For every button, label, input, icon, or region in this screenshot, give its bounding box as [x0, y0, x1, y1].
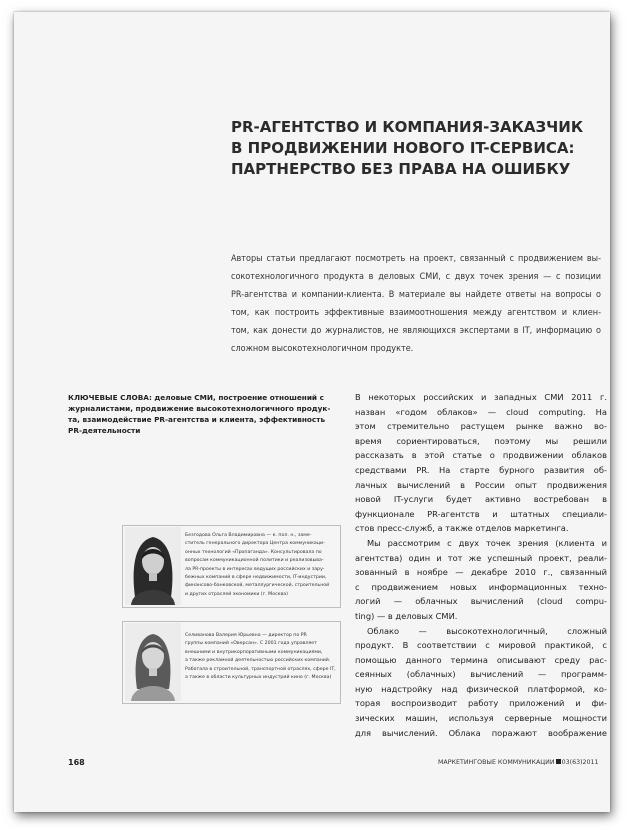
body-line: Мы рассмотрим с двух точек зрения (клиента и	[367, 537, 607, 548]
lead-line: том, как построить эффективные взаимоотношения между агентством и клиен-	[231, 308, 601, 318]
bio-line: бежных компаний в сфере недвижимости, IT-индустрии,	[185, 575, 327, 581]
magazine-page	[14, 12, 610, 812]
lead-line: Авторы статьи предлагают посмотреть на проект, связанный с продвижением вы-	[231, 254, 601, 264]
body-line: назван «годом облаков» — cloud computing. На	[355, 406, 607, 417]
body-line: рассказать в этой статье о продвижении облаков	[355, 450, 607, 461]
keywords-line: журналистами, продвижение высокотехнологичного продук-	[68, 404, 331, 413]
body-line: время сориентироваться, поэтому мы решили	[355, 435, 607, 446]
author-photo	[125, 623, 181, 701]
lead-line: сложном высокотехнологичном продукте.	[231, 344, 414, 354]
author-card-selivanova	[122, 621, 341, 704]
keywords-line: КЛЮЧЕВЫЕ СЛОВА: деловые СМИ, построение отношений с	[68, 393, 324, 402]
body-line: функционале PR-агентств и штатных специали-	[355, 508, 607, 519]
bio-line: Безгодова Ольга Владимировна — к. пол. н., заме-	[185, 533, 312, 538]
bio-line: вопросам коммуникационной политики и реализовыва-	[185, 558, 324, 564]
keywords-block	[68, 392, 331, 436]
bio-line: и других отраслей экономики (г. Москва)	[185, 591, 288, 597]
body-line: ting) — в деловых СМИ.	[355, 610, 458, 621]
bio-line: внешними и внутрикорпоративными коммуникациями,	[185, 649, 323, 655]
body-line: лачных вычислений в России опыт продвижения	[355, 479, 607, 490]
body-line: стов пресс-служб, а также отделов маркетинга.	[355, 523, 569, 534]
bio-line: Работала в строительной, транспортной отраслях, сфере IT,	[185, 666, 336, 672]
body-line: зических машин, используя серверные мощности	[355, 713, 607, 724]
body-line: этом стремительно растущем рынке важно во-	[355, 421, 607, 432]
title-line: ПАРТНЕРСТВО БЕЗ ПРАВА НА ОШИБКУ	[231, 160, 571, 178]
author-bio	[185, 632, 339, 682]
keywords-line: та, взаимодействие PR-агентства и клиента, эффективность	[68, 415, 326, 424]
body-line: продукт. В соответствии с мировой практикой, с	[355, 640, 607, 651]
body-line: зованный в ноябре — декабре 2010 г., связанный	[355, 567, 607, 578]
body-line: помощью данного термина описывают среду рас-	[355, 654, 607, 665]
page-number: 168	[68, 758, 85, 767]
bio-line: Селиванова Валерия Юрьевна — директор по PR	[185, 633, 307, 638]
article-lead	[231, 250, 601, 358]
body-line: средствами PR. На старте бурного развития об-	[355, 464, 607, 475]
journal-name: МАРКЕТИНГОВЫЕ КОММУНИКАЦИИ	[438, 759, 555, 766]
body-line: логий — облачных вычислений (cloud compu-	[355, 596, 607, 607]
running-footer	[438, 759, 599, 766]
bio-line: а также рекламной деятельностью российских компаний.	[185, 658, 331, 664]
bio-line: финансово-банковской, металлургической, строительной	[185, 583, 330, 589]
body-line: сеянных (облачных) вычислений — программ-	[355, 669, 607, 680]
body-line: новой IT-услуги будет активно востребован в	[355, 494, 607, 505]
author-photo	[125, 527, 181, 605]
article-body	[355, 390, 607, 740]
body-line: для вычислений. Облака поражают воображение	[355, 727, 607, 738]
body-line: агентства) один и тот же успешный проект, реали-	[355, 552, 607, 563]
title-line: PR-АГЕНТСТВО И КОМПАНИЯ-ЗАКАЗЧИК	[231, 118, 584, 136]
lead-line: PR-агентства и компании-клиента. В материале вы найдете ответы на вопросы о	[231, 290, 601, 300]
title-line: В ПРОДВИЖЕНИИ НОВОГО IT-СЕРВИСА:	[231, 139, 575, 157]
body-line: торая воспроизводит работу приложений и фи-	[355, 698, 607, 709]
bio-line: а также в области культурных индустрий кино (г. Москва)	[185, 675, 332, 681]
issue-number: 03(63)2011	[561, 759, 599, 766]
lead-line: том, как донести до журналистов, не являющихся экспертами в IT, информацию о	[231, 326, 601, 336]
body-line: с продвижением новых информационных техно-	[355, 581, 607, 592]
body-line: Облако — высокотехнологичный, сложный	[367, 625, 607, 636]
article-title	[231, 117, 591, 180]
keywords-line: PR-деятельности	[68, 426, 141, 435]
bio-line: ститель генерального директора Центра коммуникаци-	[185, 541, 325, 547]
body-line: В некоторых российских и западных СМИ 2011 г.	[355, 392, 607, 402]
author-card-bezgodova	[122, 525, 341, 608]
bio-line: онных технологий «Пропаганда». Консультировала по	[185, 549, 322, 555]
body-line: ную надстройку над физической платформой, ко-	[355, 683, 607, 694]
author-bio	[185, 532, 339, 599]
bio-line: группы компаний «Оверсан». С 2001 года управляет	[185, 641, 317, 647]
bio-line: ла PR-проекты в интересах ведущих российских и зару-	[185, 566, 325, 572]
square-separator-icon	[556, 759, 561, 764]
lead-line: сокотехнологичного продукта в деловых СМИ, с двух точек зрения — с позиции	[231, 272, 601, 282]
